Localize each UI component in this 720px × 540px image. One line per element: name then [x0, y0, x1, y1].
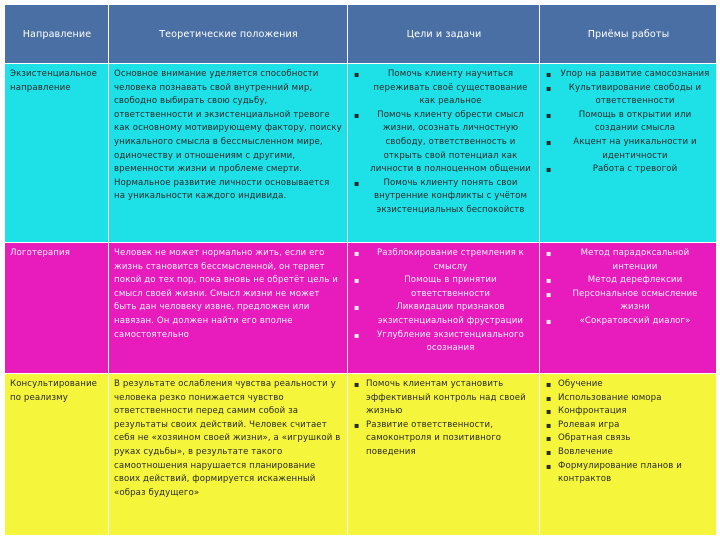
table-row-existential	[5, 64, 717, 243]
list-item: ▪ «Сократовский диалог»	[545, 315, 712, 329]
theory-cell: В результате ослабления чувства реальности у человека резко понижается чувство ответственности перед самим собой за результаты своих действий. Человек считает себя не «хозяином своей жизни», а «игрушкой в руках судьбы», в результате такого самоотношения нарушается планирование своих действий, формируется искаженный «образ будущего»	[109, 374, 348, 536]
list-item: ▪ Вовлечение	[545, 446, 712, 460]
list-item: ▪ Помочь клиенту обрести смысл жизни, осознать личностную свободу, ответственность и открыть свой потенциал как личности в полноценном общении	[353, 109, 535, 177]
methods-cell	[540, 64, 717, 243]
list-item: ▪ Ликвидации признаков экзистенциальной фрустрации	[353, 301, 535, 328]
therapy-comparison-table-wrapper	[4, 4, 716, 536]
list-item: ▪ Помочь клиенту понять свои внутренние конфликты с учётом экзистенциальных беспокойств	[353, 177, 535, 218]
direction-cell: Логотерапия	[5, 243, 109, 374]
methods-list	[545, 378, 712, 487]
list-item: ▪ Использование юмора	[545, 392, 712, 406]
goals-cell	[348, 374, 540, 536]
theory-cell: Основное внимание уделяется способности человека познавать свой внутренний мир, свободно выбирать свою судьбу, ответственности и экзистенциальной тревоге как основному мотивирующему фактору, поиску уникального смысла в бессмысленном мире, одиночеству и отношениям с другими, временности жизни и проблеме смерти. Нормальное развитие личности основывается на уникальности каждого индивида.	[109, 64, 348, 243]
list-item: ▪ Метод дерефлексии	[545, 274, 712, 288]
list-item: ▪ Помощь в принятии ответственности	[353, 274, 535, 301]
list-item: ▪ Обратная связь	[545, 432, 712, 446]
header-row	[5, 5, 717, 64]
list-item: ▪ Персональное осмысление жизни	[545, 288, 712, 315]
list-item: ▪ Углубление экзистенциального осознания	[353, 329, 535, 356]
list-item: ▪ Помочь клиентам установить эффективный контроль над своей жизнью	[353, 378, 535, 419]
list-item: ▪ Конфронтация	[545, 405, 712, 419]
list-item: ▪ Разблокирование стремления к смыслу	[353, 247, 535, 274]
goals-list	[353, 247, 535, 356]
header-methods: Приёмы работы	[540, 5, 717, 64]
methods-cell	[540, 243, 717, 374]
list-item: ▪ Формулирование планов и контрактов	[545, 460, 712, 487]
list-item: ▪ Метод парадоксальной интенции	[545, 247, 712, 274]
header-theory: Теоретические положения	[109, 5, 348, 64]
list-item: ▪ Обучение	[545, 378, 712, 392]
list-item: ▪ Культивирование свободы и ответственности	[545, 82, 712, 109]
goals-list	[353, 68, 535, 218]
table-row-realism	[5, 374, 717, 536]
header-goals: Цели и задачи	[348, 5, 540, 64]
list-item: ▪ Развитие ответственности, самоконтроля и позитивного поведения	[353, 419, 535, 460]
direction-cell: Экзистенциальное направление	[5, 64, 109, 243]
direction-cell: Консультирование по реализму	[5, 374, 109, 536]
goals-list	[353, 378, 535, 460]
list-item: ▪ Упор на развитие самосознания	[545, 68, 712, 82]
methods-cell	[540, 374, 717, 536]
methods-list	[545, 247, 712, 329]
table-row-logotherapy	[5, 243, 717, 374]
therapy-comparison-table	[4, 4, 717, 536]
theory-cell: Человек не может нормально жить, если его жизнь становится бессмысленной, он теряет покой до тех пор, пока вновь не обретёт цель и смысл своей жизни. Смысл жизни не может быть дан человеку извне, предложен или навязан. Он должен найти его вполне самостоятельно	[109, 243, 348, 374]
list-item: ▪ Помочь клиенту научиться переживать своё существование как реальное	[353, 68, 535, 109]
goals-cell	[348, 64, 540, 243]
list-item: ▪ Помощь в открытии или создании смысла	[545, 109, 712, 136]
header-direction: Направление	[5, 5, 109, 64]
methods-list	[545, 68, 712, 177]
list-item: ▪ Акцент на уникальности и идентичности	[545, 136, 712, 163]
list-item: ▪ Ролевая игра	[545, 419, 712, 433]
goals-cell	[348, 243, 540, 374]
list-item: ▪ Работа с тревогой	[545, 163, 712, 177]
